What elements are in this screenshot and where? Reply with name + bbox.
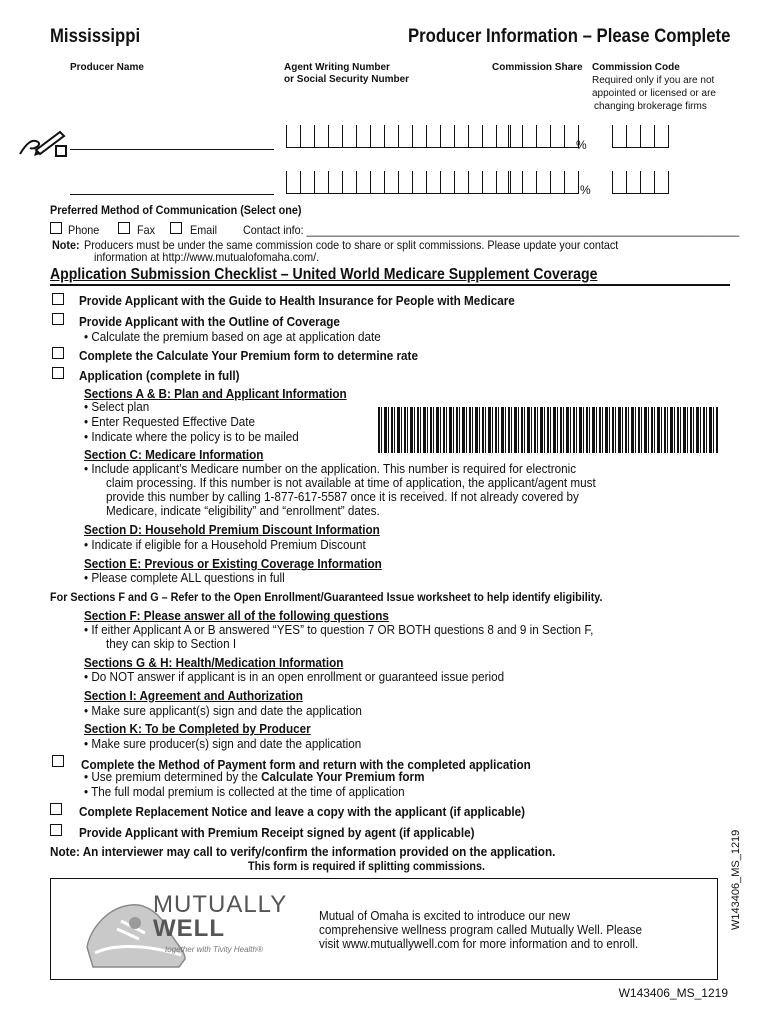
email-label: Email	[190, 223, 218, 237]
interviewer-note: Note: An interviewer may call to verify/confirm the information provided on the application.	[50, 844, 556, 859]
section-i-bullet: • Make sure applicant(s) sign and date the application	[84, 703, 362, 718]
contact-info-field[interactable]: Contact info: ________________________________________________________________________	[243, 223, 740, 237]
checkbox-payment[interactable]	[52, 755, 64, 767]
producer-name-field-2[interactable]	[70, 194, 274, 195]
section-d: Section D: Household Premium Discount Information	[84, 522, 380, 537]
item-application: Application (complete in full)	[79, 368, 240, 383]
checkbox-receipt[interactable]	[50, 824, 62, 836]
section-e: Section E: Previous or Existing Coverage Information	[84, 556, 382, 571]
item-payment-bullet-2: • The full modal premium is collected at the time of application	[84, 784, 405, 799]
barcode	[378, 407, 718, 453]
section-f: Section F: Please answer all of the following questions	[84, 608, 389, 623]
section-gh-bullet: • Do NOT answer if applicant is in an open enrollment or guaranteed issue period	[84, 669, 505, 684]
commission-code-header: Commission Code	[592, 62, 680, 73]
page-title: Producer Information – Please Complete	[407, 26, 730, 47]
form-code: W143406_MS_1219	[618, 986, 728, 1000]
commission-code-boxes-2[interactable]	[612, 171, 669, 194]
section-c-line-1: • Include applicant’s Medicare number on the application. This number is required for electronic	[84, 461, 577, 476]
commission-share-boxes-2[interactable]	[508, 171, 579, 194]
item-guide: Provide Applicant with the Guide to Health Insurance for People with Medicare	[79, 293, 515, 308]
note-label: Note:	[52, 238, 80, 252]
section-c-line-4: Medicare, indicate “eligibility” and “enrollment” dates.	[106, 503, 380, 518]
commission-share-header: Commission Share	[492, 62, 583, 73]
splitting-note: This form is required if splitting commissions.	[248, 859, 486, 873]
fax-checkbox[interactable]	[118, 222, 130, 234]
item-receipt: Provide Applicant with Premium Receipt signed by agent (if applicable)	[79, 825, 475, 840]
section-k-bullet: • Make sure producer(s) sign and date the application	[84, 736, 362, 751]
section-gh: Sections G & H: Health/Medication Information	[84, 655, 344, 670]
checkbox-guide[interactable]	[52, 293, 64, 305]
side-form-code: W143406_MS_1219	[730, 829, 742, 930]
note-line-1: Producers must be under the same commission code to share or split commissions. Please update your contact	[84, 238, 619, 252]
promo-text-2: comprehensive wellness program called Mutually Well. Please	[319, 922, 642, 937]
brand-mutually: MUTUALLY	[153, 891, 288, 918]
section-f-line-2: they can skip to Section I	[106, 636, 237, 651]
communication-label: Preferred Method of Communication (Select one)	[50, 203, 302, 217]
note-line-2: information at http://www.mutualofomaha.com/.	[94, 250, 320, 264]
percent-sign-2: %	[580, 183, 591, 197]
commission-code-note-3: changing brokerage firms	[594, 101, 707, 112]
producer-name-field-1[interactable]	[70, 149, 274, 150]
fax-label: Fax	[137, 223, 156, 237]
section-ab-bullet-1: • Select plan	[84, 399, 150, 414]
state-title: Mississippi	[50, 26, 141, 47]
checklist-rule	[50, 284, 730, 286]
brand-tagline: together with Tivity Health®	[165, 945, 263, 954]
section-ab-bullet-3: • Indicate where the policy is to be mailed	[84, 429, 299, 444]
section-k: Section K: To be Completed by Producer	[84, 721, 311, 736]
email-checkbox[interactable]	[170, 222, 182, 234]
section-f-line-1: • If either Applicant A or B answered “YES” to question 7 OR BOTH questions 8 and 9 in Section F,	[84, 622, 594, 637]
section-d-bullet: • Indicate if eligible for a Household Premium Discount	[84, 537, 366, 552]
agent-number-boxes-1[interactable]	[286, 125, 511, 148]
checklist-title: Application Submission Checklist – United World Medicare Supplement Coverage	[50, 266, 598, 283]
agent-number-header-1: Agent Writing Number	[284, 62, 390, 73]
pen-writing-icon	[16, 124, 68, 162]
section-ab: Sections A & B: Plan and Applicant Information	[84, 386, 347, 401]
checkbox-calculate[interactable]	[52, 347, 64, 359]
agent-number-header-2: or Social Security Number	[284, 74, 410, 85]
section-c: Section C: Medicare Information	[84, 447, 264, 462]
sections-fg-note: For Sections F and G – Refer to the Open Enrollment/Guaranteed Issue worksheet to help identify eligibility.	[50, 590, 603, 604]
phone-label: Phone	[68, 223, 100, 237]
commission-code-boxes-1[interactable]	[612, 125, 669, 148]
commission-code-note-1: Required only if you are not	[592, 75, 715, 86]
producer-name-header: Producer Name	[70, 62, 144, 73]
mutually-well-promo	[50, 878, 718, 980]
percent-sign-1: %	[576, 138, 587, 152]
section-c-line-3: provide this number by calling 1-877-617-5587 once it is received. If not already covered by	[106, 489, 579, 504]
commission-share-boxes-1[interactable]	[508, 125, 579, 148]
section-ab-bullet-2: • Enter Requested Effective Date	[84, 414, 256, 429]
section-c-line-2: claim processing. If this number is not available at time of application, the applicant/agent must	[106, 475, 596, 490]
promo-text-1: Mutual of Omaha is excited to introduce our new	[319, 908, 571, 923]
item-calculate: Complete the Calculate Your Premium form to determine rate	[79, 348, 418, 363]
commission-code-note-2: appointed or licensed or are	[592, 88, 716, 99]
brand-well: WELL	[153, 915, 225, 942]
section-e-bullet: • Please complete ALL questions in full	[84, 570, 285, 585]
checkbox-outline[interactable]	[52, 313, 64, 325]
promo-text-3: visit www.mutuallywell.com for more information and to enroll.	[319, 936, 639, 951]
item-payment-bullet-1: • Use premium determined by the Calculate Your Premium form	[84, 769, 425, 784]
item-replacement: Complete Replacement Notice and leave a copy with the applicant (if applicable)	[79, 804, 526, 819]
item-outline-bullet: • Calculate the premium based on age at application date	[84, 329, 381, 344]
item-outline: Provide Applicant with the Outline of Coverage	[79, 314, 340, 329]
item-payment: Complete the Method of Payment form and return with the completed application	[81, 757, 531, 772]
phone-checkbox[interactable]	[50, 222, 62, 234]
checkbox-replacement[interactable]	[50, 803, 62, 815]
checkbox-application[interactable]	[52, 367, 64, 379]
section-i: Section I: Agreement and Authorization	[84, 688, 303, 703]
agent-number-boxes-2[interactable]	[286, 171, 511, 194]
